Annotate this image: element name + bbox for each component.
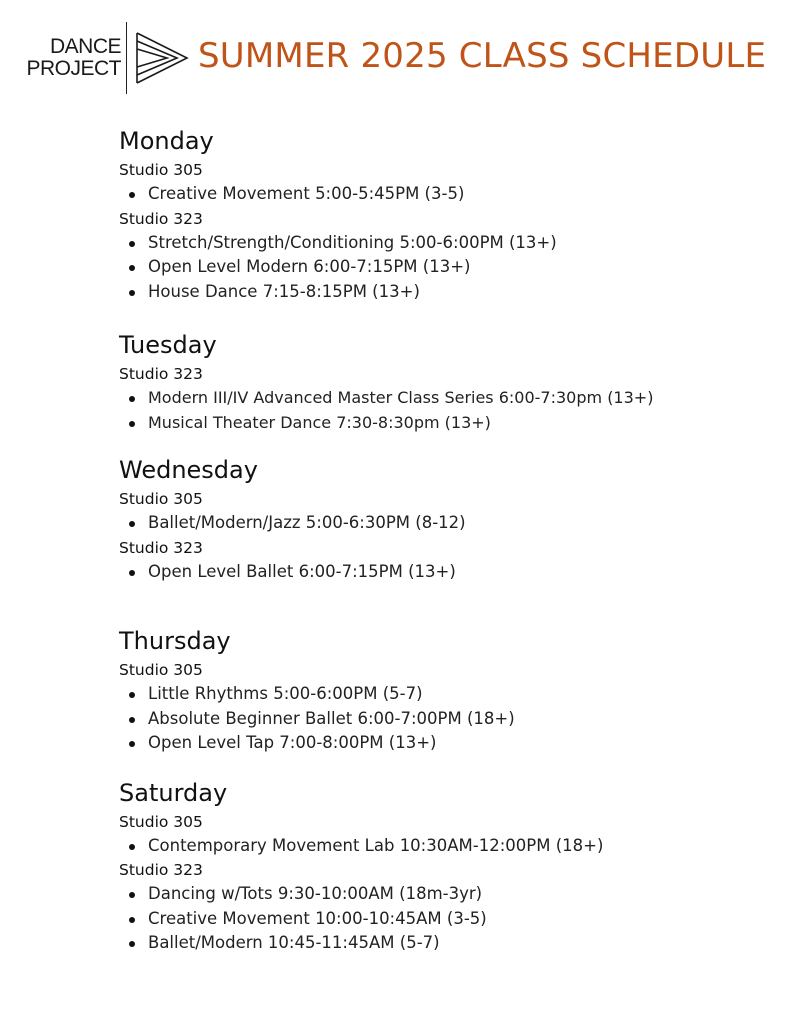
- class-item: Stretch/Strength/Conditioning 5:00-6:00PM (13+): [129, 231, 779, 256]
- day-heading: Tuesday: [119, 331, 217, 359]
- logo-text-dance: DANCE: [49, 35, 121, 58]
- studio-label: Studio 305: [119, 812, 203, 831]
- class-item: Ballet/Modern 10:45-11:45AM (5-7): [129, 931, 779, 956]
- class-list: [119, 560, 779, 585]
- studio-label: Studio 305: [119, 490, 203, 508]
- class-item: Open Level Ballet 6:00-7:15PM (13+): [129, 560, 779, 585]
- studio-label: Studio 305: [119, 161, 203, 179]
- logo-text-project: PROJECT: [26, 57, 121, 80]
- day-heading: Monday: [119, 127, 214, 155]
- page-title: SUMMER 2025 CLASS SCHEDULE: [198, 36, 767, 76]
- day-section-thursday: [119, 624, 779, 756]
- day-heading: Thursday: [119, 627, 231, 655]
- class-item: Modern III/IV Advanced Master Class Series 6:00-7:30pm (13+): [129, 386, 779, 411]
- section-spacer: [119, 304, 779, 328]
- day-section-monday: [119, 124, 779, 304]
- class-list: [119, 386, 779, 435]
- page-header: [0, 0, 791, 110]
- class-item: Contemporary Movement Lab 10:30AM-12:00PM (18+): [129, 834, 779, 859]
- studio-label: Studio 323: [119, 209, 203, 228]
- day-section-tuesday: [119, 328, 779, 435]
- studio-label: Studio 323: [119, 861, 203, 879]
- logo-divider: [126, 22, 127, 94]
- class-item: Musical Theater Dance 7:30-8:30pm (13+): [129, 411, 779, 436]
- section-spacer: [119, 584, 779, 624]
- day-heading: Wednesday: [119, 456, 258, 484]
- class-item: Little Rhythms 5:00-6:00PM (5-7): [129, 682, 779, 707]
- studio-label: Studio 305: [119, 661, 203, 679]
- day-section-wednesday: [119, 453, 779, 584]
- class-list: [119, 882, 779, 956]
- class-item: Ballet/Modern/Jazz 5:00-6:30PM (8-12): [129, 511, 779, 536]
- day-section-saturday: [119, 776, 779, 956]
- day-heading: Saturday: [119, 778, 228, 807]
- section-spacer: [119, 756, 779, 776]
- class-list: [119, 231, 779, 305]
- section-spacer: [119, 435, 779, 453]
- class-list: [119, 182, 779, 207]
- chevron-triangle-logo-icon: [133, 29, 191, 87]
- class-item: Open Level Tap 7:00-8:00PM (13+): [129, 731, 779, 756]
- class-list: [119, 511, 779, 536]
- schedule: [119, 124, 779, 956]
- class-list: [119, 834, 779, 859]
- class-item: Creative Movement 10:00-10:45AM (3-5): [129, 907, 779, 932]
- studio-label: Studio 323: [119, 538, 203, 557]
- class-list: [119, 682, 779, 756]
- studio-label: Studio 323: [119, 365, 203, 383]
- class-item: Creative Movement 5:00-5:45PM (3-5): [129, 182, 779, 207]
- class-item: Absolute Beginner Ballet 6:00-7:00PM (18+): [129, 707, 779, 732]
- class-item: House Dance 7:15-8:15PM (13+): [129, 280, 779, 305]
- class-item: Open Level Modern 6:00-7:15PM (13+): [129, 255, 779, 280]
- class-item: Dancing w/Tots 9:30-10:00AM (18m-3yr): [129, 882, 779, 907]
